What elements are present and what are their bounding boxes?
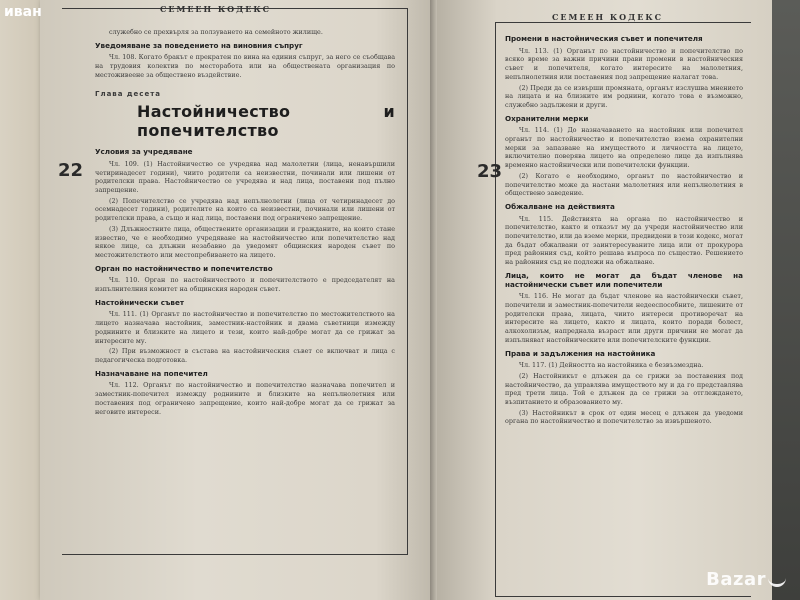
left-running-head: СЕМЕЕН КОДЕКС (160, 4, 271, 14)
left-page-text-column (95, 28, 395, 418)
user-watermark: иван (4, 4, 42, 20)
section-heading: Права и задължения на настойника (505, 348, 656, 358)
paragraph: служебно се прехвърля за ползуването на семейното жилище. (109, 28, 323, 36)
paragraph: Чл. 108. Когато бракът е прекратен по вина на единия съпруг, за него се съобщава на трудовия колектив по месторабота или на обществената организация по местоживеене за обществено въздействие. (95, 53, 395, 79)
section-heading: Орган по настойничество и попечителство (95, 263, 273, 273)
section-heading: Лица, които не могат да бъдат членове на настойнически съвет или попечители (505, 270, 743, 289)
paragraph: (2) Когато е необходимо, органът по настойничество и попечителство може да настани малолетния или непълнолетния в обществено заведение. (505, 171, 743, 198)
paragraph: Чл. 114. (1) До назначаването на настойник или попечител органът по настойничество и попечителство взема охранителни мерки за запазване на имуществото и личността на лицето, включително поверява лицето на определено лице да изпълнява временно настойнически или попечителски функции. (505, 126, 743, 170)
section-heading: Охранителни мерки (505, 113, 589, 123)
paragraph: (3) Длъжностните лица, обществените организации и гражданите, на които стане известно, че е необходимо учредяване на настойничество или попечителство над някое лице, са длъжни незабавно да уведомят общинския народен съвет по местожителството или местопребиването на лицето. (95, 224, 395, 259)
chapter-title: Настойничество и попечителство (137, 102, 395, 141)
paragraph: Чл. 112. Органът по настойничество и попечителство назначава попечител и заместник-попечител измежду роднините и близките на непълнолетния или поставения под ограничено запрещение, които най-добре могат да се грижат за неговите интереси. (95, 381, 395, 416)
underlying-sheet (0, 0, 44, 600)
site-logo-text: Bazar (706, 569, 766, 590)
paragraph: (2) При възможност в състава на настойническия съвет се включват и лица с педагогическа подготовка. (95, 347, 395, 364)
site-logo (706, 569, 786, 590)
section-heading: Настойнически съвет (95, 297, 185, 307)
left-page (40, 0, 435, 600)
right-page-text-column (505, 30, 743, 428)
paragraph: (3) Настойникът в срок от един месец е длъжен да уведоми органа по настойничество и попечителство за извършеното. (505, 408, 743, 426)
section-heading: Обжалване на действията (505, 201, 615, 211)
chapter-label: Глава десета (95, 89, 161, 98)
paragraph: (2) Попечителство се учредява над непълнолетни (лица от четиринадесет до осемнадесет години), родителите на които са неизвестни, починали или лишени от родителски права, а също и над лица, поставени под ограничено запрещение. (95, 196, 395, 223)
paragraph: Чл. 113. (1) Органът по настойничество и попечителство по всяко време за важни причини прави промени в настойническия съвет и попечителя, когато интересите на малолетния, непълнолетния или поставения под запрещение налагат това. (505, 46, 743, 81)
section-heading: Назначаване на попечител (95, 368, 208, 378)
right-running-head: СЕМЕЕН КОДЕКС (552, 12, 663, 22)
right-page (437, 0, 772, 600)
section-heading: Промени в настойническия съвет и попечителя (505, 34, 703, 43)
paragraph: (2) Настойникът е длъжен да се грижи за поставения под настойничество, да управлява имуществото му и да го представлява пред трети лица. Той е длъжен да се грижи за отглеждането, възпитанието и образованието му. (505, 371, 743, 407)
section-heading: Уведомяване за поведението на виновния съпруг (95, 40, 303, 50)
logo-smile-mark (768, 574, 786, 587)
paragraph: Чл. 110. Орган по настойничеството и попечителството е председателят на изпълнителния комитет на общинския народен съвет. (95, 276, 395, 294)
left-page-number: 22 (58, 160, 84, 181)
paragraph: Чл. 117. (1) Дейността на настойника е безвъзмездна. (519, 361, 704, 370)
paragraph: Чл. 109. (1) Настойничество се учредява над малолетни (лица, ненавършили четиринадесет години), чиито родители са неизвестни, починали или лишени от родителски права. Настойничество се учредява и над лица, поставени под пълно запрещение. (95, 159, 395, 195)
right-page-number: 23 (477, 161, 503, 182)
paragraph: Чл. 116. Не могат да бъдат членове на настойнически съвет, попечители и заместник-попечители недееспособните, лишените от родителски права, лицата, чиито интереси противоречат на интересите на лицето, както и лицата, които поради болест, алкохолизъм, напреднала възраст или други причини не могат да изпълняват настойническите или попечителските функции. (505, 292, 743, 344)
section-heading: Условия за учредяване (95, 147, 193, 157)
paragraph: (2) Преди да се извърши промяната, органът изслушва мнението на лицата и на близките им роднини, когато това е възможно, служебно задължени и други. (505, 83, 743, 109)
paragraph: Чл. 111. (1) Органът по настойничество и попечителство по местожителството на лицето назначава настойник, заместник-настойник и двама съветници измежду роднините и близките на лицето и тези, които най-добре могат да се грижат за интересите му. (95, 310, 395, 345)
paragraph: Чл. 115. Действията на органа по настойничество и попечителство, както и отказът му да учреди настойничество или попечителство, или да вземе мерки, предвидени в този кодекс, могат да бъдат обжалвани от заинтересуваните лица или от прокурора пред районния съд, който решава въпроса по същество. Решението на районния съд не подлежи на обжалване. (505, 214, 743, 267)
